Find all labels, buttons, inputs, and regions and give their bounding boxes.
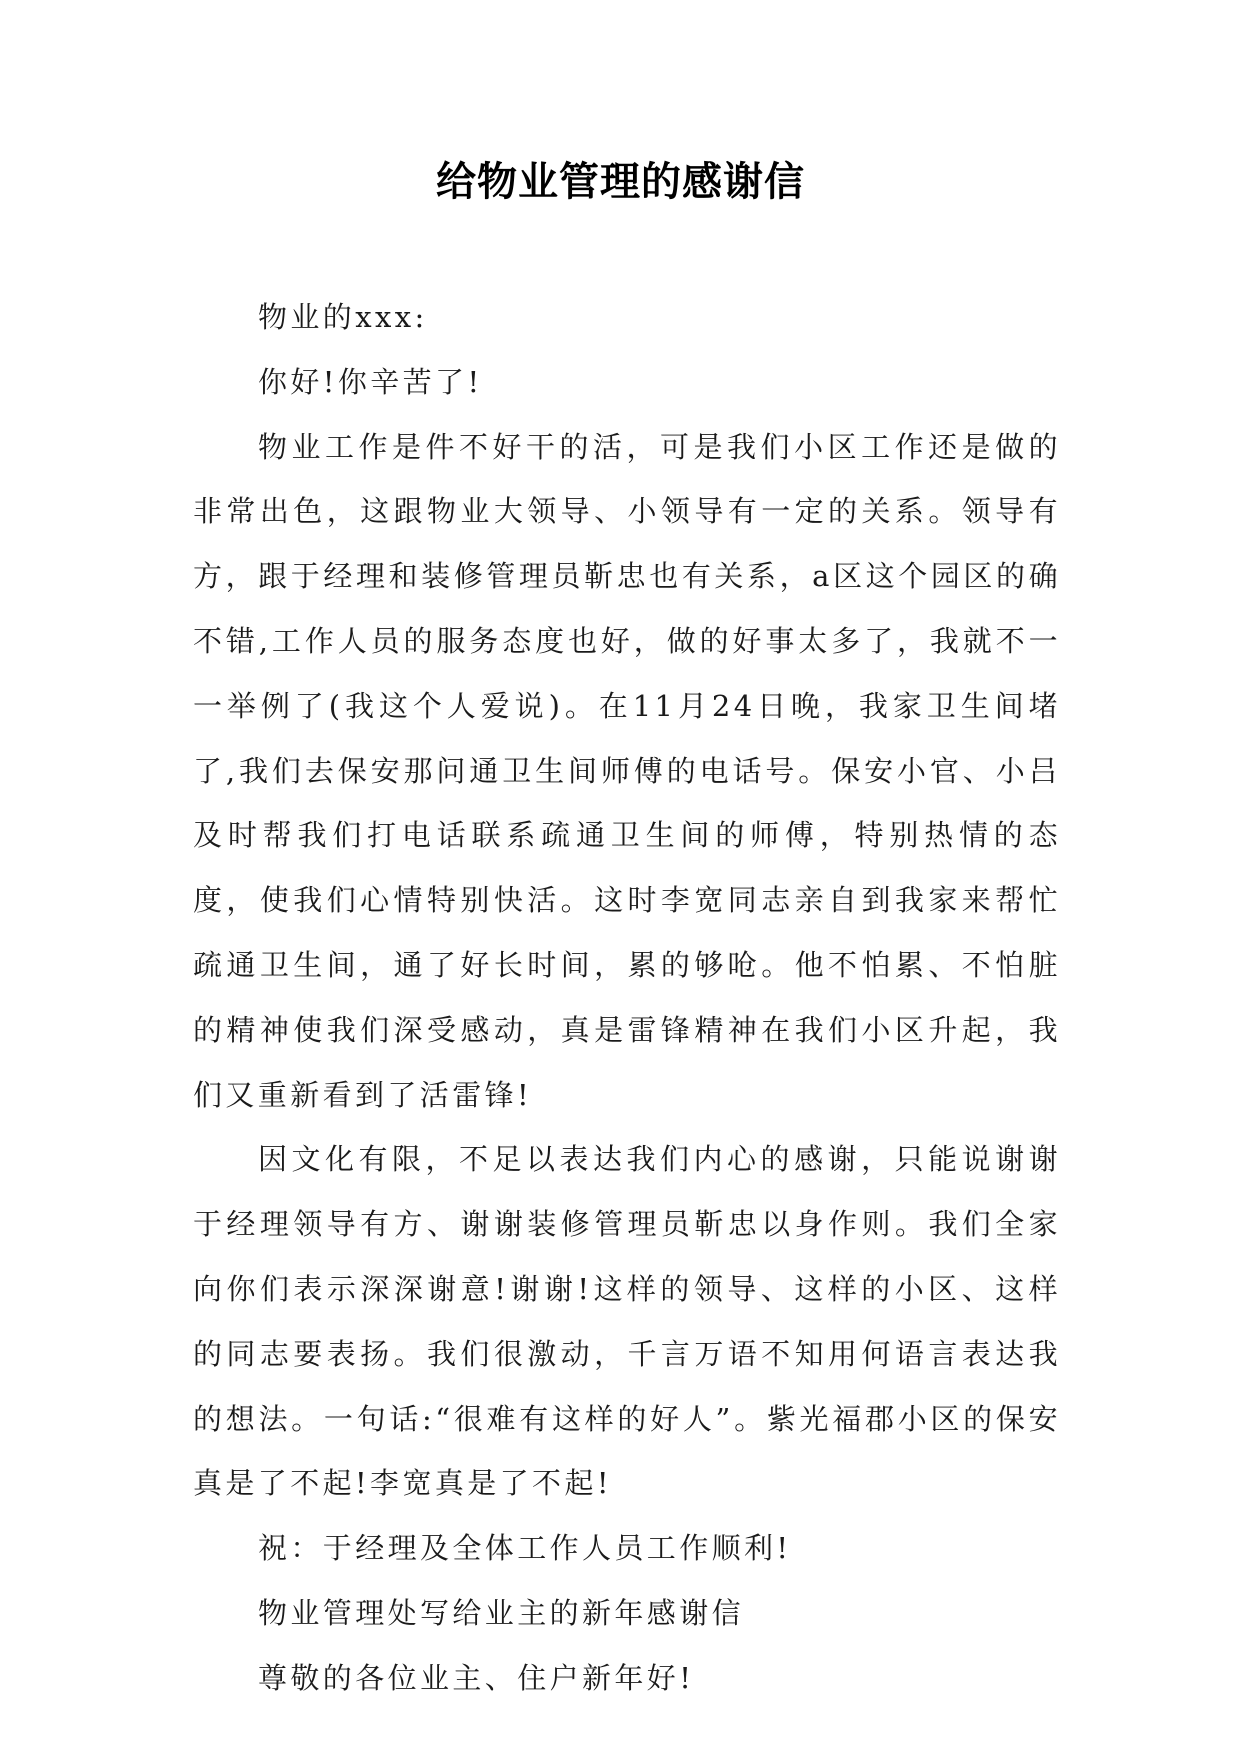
section-salutation: 尊敬的各位业主、住户新年好! xyxy=(258,1660,695,1695)
document-title: 给物业管理的感谢信 xyxy=(436,158,805,205)
salutation: 物业的xxx: xyxy=(258,300,428,334)
body-paragraph: 因文化有限，不足以表达我们内心的感谢，只能说谢谢于经理领导有方、谢谢装修管理员靳忠以身作则。我们全家向你们表示深深谢意!谢谢!这样的领导、这样的小区、这样的同志要表扬。我们很激动，千言万语不知用何语言表达我的想法。一句话:“很难有这样的好人”。紫光福郡小区的保安真是了不起!李宽真是了不起! xyxy=(193,1142,1061,1501)
closing-wish: 祝：于经理及全体工作人员工作顺利! xyxy=(258,1531,792,1566)
greeting: 你好!你辛苦了! xyxy=(258,364,483,399)
body-paragraph: 物业工作是件不好干的活，可是我们小区工作还是做的非常出色，这跟物业大领导、小领导有一定的关系。领导有方，跟于经理和装修管理员靳忠也有关系，a区这个园区的确不错,工作人员的服务态度也好，做的好事太多了，我就不一一举例了(我这个人爱说)。在11月24日晚，我家卫生间堵了,我们去保安那问通卫生间师傅的电话号。保安小官、小吕及时帮我们打电话联系疏通卫生间的师傅，特别热情的态度，使我们心情特别快活。这时李宽同志亲自到我家来帮忙疏通卫生间，通了好长时间，累的够呛。他不怕累、不怕脏的精神使我们深受感动，真是雷锋精神在我们小区升起，我们又重新看到了活雷锋! xyxy=(193,429,1061,1112)
section-heading: 物业管理处写给业主的新年感谢信 xyxy=(258,1595,745,1630)
document-body xyxy=(193,285,1061,1711)
